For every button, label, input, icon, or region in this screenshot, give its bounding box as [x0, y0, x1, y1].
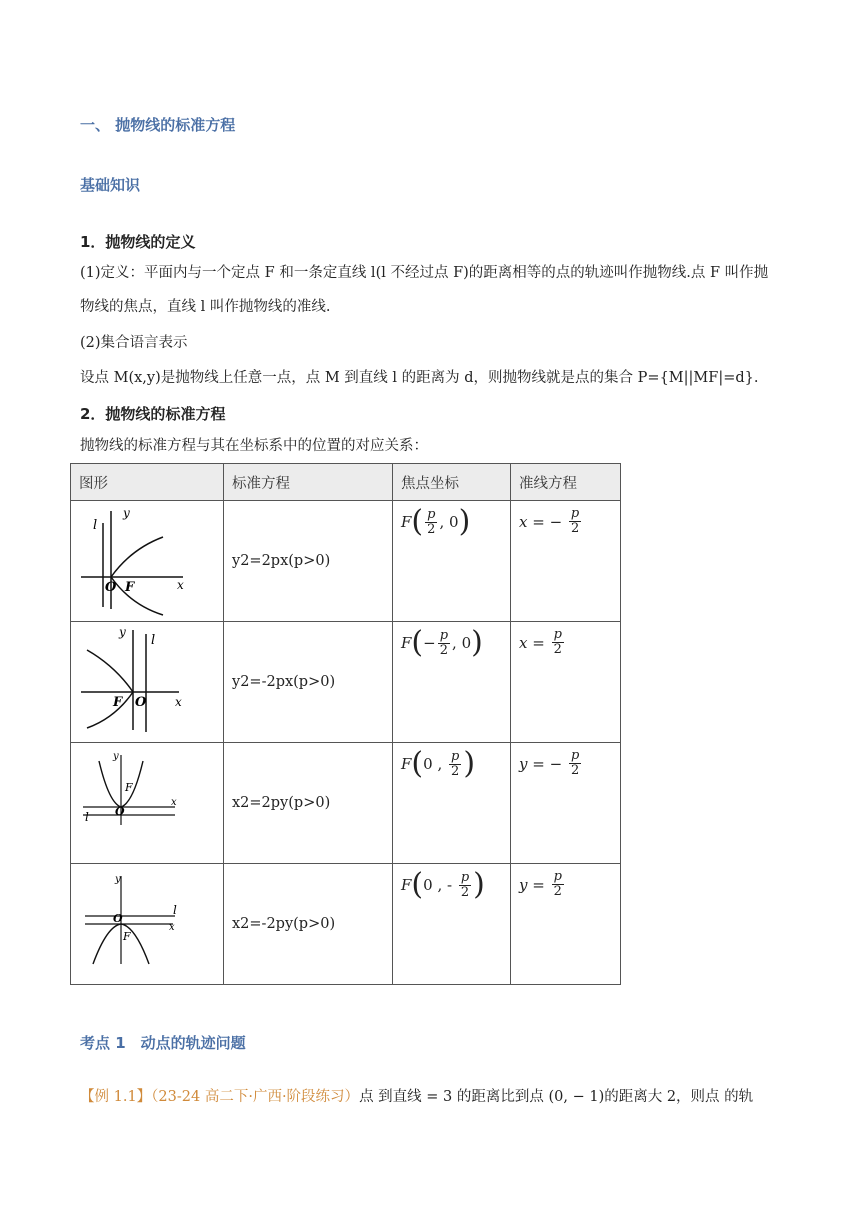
- table-row: [71, 622, 621, 743]
- x-axis-label: x: [171, 797, 177, 808]
- focus-symbol: F: [401, 634, 412, 652]
- section-title: 一、 抛物线的标准方程: [80, 116, 236, 134]
- fraction: $\frac{p}{2}$: [570, 748, 580, 778]
- equation-cell: x2=-2py(p>0): [224, 864, 393, 985]
- fraction: $\frac{p}{2}$: [451, 748, 460, 779]
- directrix-formula: x = − $\frac{p}{2}$: [519, 506, 580, 536]
- table-row: [71, 501, 621, 622]
- y-axis-label: y: [113, 751, 119, 762]
- y-axis-label: y: [115, 874, 121, 885]
- parabola-down-graph: [71, 864, 223, 980]
- fraction: $\frac{p}{2}$: [553, 627, 562, 657]
- directrix-formula: y = $\frac{p}{2}$: [519, 869, 562, 899]
- parabola-up-graph: [71, 743, 223, 859]
- equation-cell: y2=-2px(p>0): [224, 622, 393, 743]
- fraction: $\frac{p}{2}$: [427, 506, 436, 537]
- focus-symbol: F: [401, 876, 412, 894]
- definition-line-2: 物线的焦点，直线 l 叫作抛物线的准线.: [80, 299, 331, 315]
- focus-formula: F ( 0 , - $\frac{p}{2}$ ): [401, 867, 485, 902]
- graph-cell: [71, 501, 224, 622]
- table-row: [71, 864, 621, 985]
- directrix-formula: x = $\frac{p}{2}$: [519, 627, 562, 657]
- example-tag: 【例 1.1】: [80, 1089, 152, 1105]
- focus-cell: [393, 743, 511, 864]
- parabola-right-graph: [71, 501, 223, 617]
- graph-cell: [71, 743, 224, 864]
- directrix-cell: [511, 622, 621, 743]
- directrix-cell: [511, 864, 621, 985]
- focus-symbol: F: [401, 513, 412, 531]
- header-directrix: 准线方程: [511, 464, 621, 501]
- y-axis-label: y: [119, 625, 126, 639]
- directrix-label: l: [85, 810, 89, 824]
- focus-label: F: [125, 580, 135, 595]
- focus-symbol: F: [401, 755, 412, 773]
- focus-formula: F ( − $\frac{p}{2}$ , 0 ): [401, 625, 483, 660]
- origin-label: O: [113, 912, 123, 925]
- fraction: $\frac{p}{2}$: [570, 506, 580, 536]
- example-text: 点 到直线 = 3 的距离比到点 (0, − 1)的距离大 2，则点 的轨: [359, 1089, 754, 1105]
- standard-equation-heading: 2．抛物线的标准方程: [80, 405, 226, 423]
- fraction: $\frac{p}{2}$: [553, 869, 562, 899]
- standard-equation-intro: 抛物线的标准方程与其在坐标系中的位置的对应关系：: [80, 438, 428, 454]
- set-language-line: 设点 M(x,y)是抛物线上任意一点，点 M 到直线 l 的距离为 d，则抛物线就是点的集合 P={M||MF|=d}.: [80, 370, 759, 386]
- directrix-label: l: [173, 903, 177, 917]
- header-graph: 图形: [71, 464, 224, 501]
- definition-line-1: (1)定义：平面内与一个定点 F 和一条定直线 l(l 不经过点 F)的距离相等的点的轨迹叫作抛物线.点 F 叫作抛: [80, 265, 769, 281]
- set-language-heading: (2)集合语言表示: [80, 335, 188, 351]
- graph-cell: [71, 864, 224, 985]
- header-focus: 焦点坐标: [393, 464, 511, 501]
- x-axis-label: x: [175, 695, 182, 709]
- example-line: [80, 1087, 753, 1107]
- directrix-label: l: [93, 518, 98, 533]
- equation-cell: x2=2py(p>0): [224, 743, 393, 864]
- parabola-table: [70, 463, 621, 985]
- origin-label: O: [115, 805, 125, 818]
- equation-cell: y2=2px(p>0): [224, 501, 393, 622]
- directrix-formula: y = − $\frac{p}{2}$: [519, 748, 580, 778]
- table-header-row: [71, 464, 621, 501]
- definition-heading: 1．抛物线的定义: [80, 233, 196, 251]
- focus-label: F: [113, 695, 123, 710]
- focus-cell: [393, 864, 511, 985]
- focus-label: F: [123, 930, 131, 943]
- origin-label: O: [105, 580, 117, 595]
- focus-formula: F ( $\frac{p}{2}$ , 0 ): [401, 504, 471, 539]
- parabola-left-graph: [71, 622, 223, 738]
- example-source: （23-24 高二下·广西·阶段练习）: [151, 1089, 360, 1105]
- kaodian-heading: 考点 1 动点的轨迹问题: [80, 1034, 246, 1052]
- directrix-cell: [511, 501, 621, 622]
- x-axis-label: x: [169, 922, 175, 933]
- focus-formula: F ( 0 , $\frac{p}{2}$ ): [401, 746, 476, 781]
- focus-label: F: [125, 781, 133, 794]
- header-equation: 标准方程: [224, 464, 393, 501]
- focus-cell: [393, 501, 511, 622]
- directrix-cell: [511, 743, 621, 864]
- fraction: $\frac{p}{2}$: [460, 869, 470, 900]
- basic-knowledge-heading: 基础知识: [80, 176, 141, 194]
- x-axis-label: x: [177, 578, 184, 592]
- fraction: $\frac{p}{2}$: [439, 627, 449, 658]
- graph-cell: [71, 622, 224, 743]
- focus-cell: [393, 622, 511, 743]
- directrix-label: l: [151, 633, 156, 648]
- y-axis-label: y: [123, 506, 130, 520]
- origin-label: O: [135, 695, 147, 710]
- table-row: [71, 743, 621, 864]
